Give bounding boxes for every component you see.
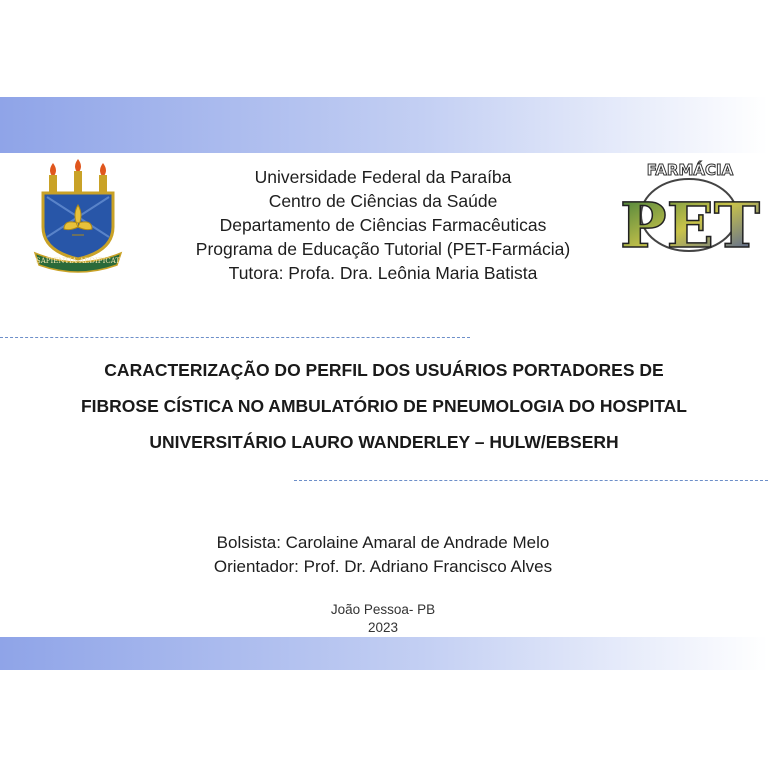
torch-icon — [99, 163, 107, 193]
pet-logo-letters: PET — [619, 189, 761, 262]
torch-icon — [49, 163, 57, 193]
divider-bottom — [294, 480, 768, 481]
title-line-2: FIBROSE CÍSTICA NO AMBULATÓRIO DE PNEUMOLOGIA DO HOSPITAL — [80, 396, 687, 416]
title-line-1: CARACTERIZAÇÃO DO PERFIL DOS USUÁRIOS PORTADORES DE — [104, 360, 664, 380]
ufpb-coat-of-arms-icon — [33, 157, 123, 275]
header-line-university: Universidade Federal da Paraíba — [254, 167, 512, 187]
ufpb-motto: SAPIENTIA AEDIFICAT — [35, 257, 121, 265]
pet-farmacia-logo-icon — [619, 159, 761, 262]
header-line-program: Programa de Educação Tutorial (PET-Farmácia) — [195, 239, 571, 259]
torch-icon — [74, 159, 82, 193]
header-line-department: Departamento de Ciências Farmacêuticas — [219, 215, 547, 235]
credits — [150, 531, 616, 579]
place-text: João Pessoa- PB — [330, 602, 436, 617]
pet-logo-farmacia-text: FARMÁCIA — [646, 161, 734, 179]
place-and-year — [250, 601, 516, 637]
top-gradient-band — [0, 97, 768, 153]
slide — [0, 97, 768, 670]
header-line-center: Centro de Ciências da Saúde — [268, 191, 498, 211]
bottom-gradient-band — [0, 637, 768, 670]
divider-top — [0, 337, 470, 338]
institution-header — [150, 165, 616, 285]
orientador-line: Orientador: Prof. Dr. Adriano Francisco Alves — [213, 557, 553, 576]
bolsista-line: Bolsista: Carolaine Amaral de Andrade Melo — [216, 533, 550, 552]
presentation-title — [20, 352, 748, 460]
title-line-3: UNIVERSITÁRIO LAURO WANDERLEY – HULW/EBSERH — [149, 432, 619, 452]
year-text: 2023 — [367, 620, 399, 635]
header-line-tutor: Tutora: Profa. Dra. Leônia Maria Batista — [228, 263, 538, 283]
